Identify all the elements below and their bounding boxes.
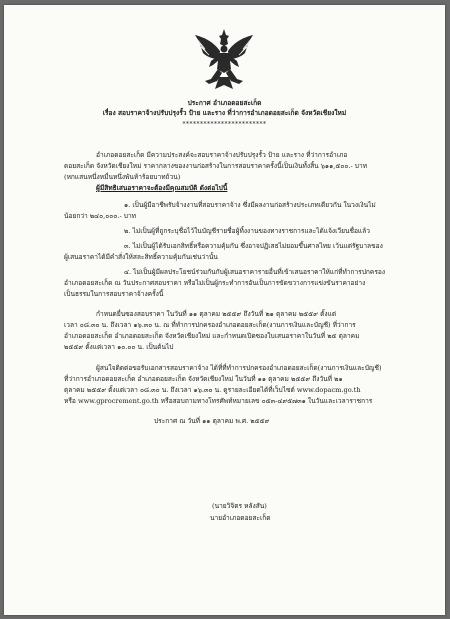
body-line: ดอยสะเก็ด จังหวัดเชียงใหม่ ราคากลางของงานก่อสร้างในการสอบราคาครั้งนี้เป็นเงินทั้งสิ้น ๖๑๑,๕๐๐.- บาท	[64, 162, 368, 170]
body-line: ๔. ไม่เป็นผู้มีผลประโยชน์ร่วมกันกับผู้เสนอราคารายอื่นที่เข้าเสนอราคาให้แก่ที่ทำการปกครอง	[124, 268, 386, 276]
body-line: อำเภอดอยสะเก็ด มีความประสงค์จะสอบราคาจ้างปรับปรุงรั้ว ป้าย และราง ที่ว่าการอำเภอ	[96, 151, 348, 159]
body-line: ผู้สนใจติดต่อขอรับเอกสารสอบราคาจ้าง ได้ที่ที่ทำการปกครองอำเภอดอยสะเก็ด(งานการเงินและบัญชี)	[96, 364, 382, 372]
body-line: ๓. ไม่เป็นผู้ได้รับเอกสิทธิ์หรือความคุ้มกัน ซึ่งอาจปฏิเสธไม่ยอมขึ้นศาลไทย เว้นแต่รัฐบาลของ	[124, 242, 383, 250]
body-line: ผู้เสนอราคาได้มีคำสั่งให้สละสิทธิ์ความคุ้มกันเช่นว่านั้น	[64, 253, 218, 261]
announcement-title: ประกาศ อำเภอดอยสะเก็ด	[187, 99, 262, 107]
body-line: เวลา ๐๘.๓๐ น. ถึงเวลา ๑๖.๓๐ น. ณ ที่ทำการปกครองอำเภอดอยสะเก็ด(งานการเงินและบัญชี) ที่ว่าการ	[64, 321, 356, 329]
separator-line: ************************	[182, 121, 267, 128]
body-line: เป็นธรรมในการสอบราคาจ้างครั้งนี้	[64, 290, 164, 298]
issued-date: ประกาศ ณ วันที่ ๑๑ ตุลาคม พ.ศ. ๒๕๕๙	[154, 417, 270, 425]
body-line: ๒๕๕๙ ตั้งแต่เวลา ๑๐.๐๐ น. เป็นต้นไป	[64, 343, 174, 351]
signatory-name: (นายวิจิตร หลังสัน)	[212, 502, 267, 510]
document-page	[4, 5, 445, 615]
garuda-emblem-icon	[193, 27, 255, 91]
body-line: (หกแสนหนึ่งหมื่นหนึ่งพันห้าร้อยบาทถ้วน)	[64, 173, 181, 181]
announcement-subject: เรื่อง สอบราคาจ้างปรับปรุงรั้ว ป้าย และราง ที่ว่าการอำเภอดอยสะเก็ด จังหวัดเชียงใหม่	[102, 109, 347, 117]
body-line: น้อยกว่า ๒๔๐,๐๐๐.- บาท	[64, 212, 137, 220]
qualifications-heading: ผู้มีสิทธิเสนอราคาจะต้องมีคุณสมบัติ ดังต่อไปนี้	[96, 184, 228, 192]
body-line: กำหนดยื่นซองสอบราคา ในวันที่ ๑๑ ตุลาคม ๒๕๕๙ ถึงวันที่ ๒๑ ตุลาคม ๒๕๕๙ ตั้งแต่	[96, 310, 337, 318]
body-line: ที่ว่าการอำเภอดอยสะเก็ด อำเภอดอยสะเก็ด จังหวัดเชียงใหม่ ในวันที่ ๑๑ ตุลาคม ๒๕๕๙ ถึงวันที่ ๒๑	[64, 375, 343, 383]
body-line: อำเภอดอยสะเก็ด ณ วันประกาศสอบราคา หรือไม่เป็นผู้กระทำการอันเป็นการขัดขวางการแข่งขันราคาอย่าง	[64, 279, 366, 287]
signatory-position: นายอำเภอดอยสะเก็ด	[210, 514, 271, 522]
body-line: ๑. เป็นผู้มีอาชีพรับจ้างงานที่สอบราคาจ้าง ซึ่งมีผลงานก่อสร้างประเภทเดียวกัน ในวงเงินไม่	[124, 201, 376, 209]
body-line: หรือ www.gprocrement.go.th หรือสอบถามทางโทรศัพท์หมายเลข ๐๕๓-๔๙๕๗๓๑ ในวันและเวลาราชการ	[64, 397, 373, 405]
body-line: ตุลาคม ๒๕๕๙ ตั้งแต่เวลา ๐๘.๓๐ น. ถึงเวลา ๑๖.๓๐ น. ดูรายละเอียดได้ที่เว็บไซต์ www.dopacm.go.th	[64, 386, 361, 394]
body-line: อำเภอดอยสะเก็ด อำเภอดอยสะเก็ด จังหวัดเชียงใหม่ และกำหนดเปิดซองใบเสนอราคาในวันที่ ๒๕ ตุลาคม	[64, 332, 360, 340]
body-line: ๒. ไม่เป็นผู้ที่ถูกระบุชื่อไว้ในบัญชีรายชื่อผู้ทิ้งงานของทางราชการและได้แจ้งเวียนชื่อแล้ว	[124, 227, 370, 235]
